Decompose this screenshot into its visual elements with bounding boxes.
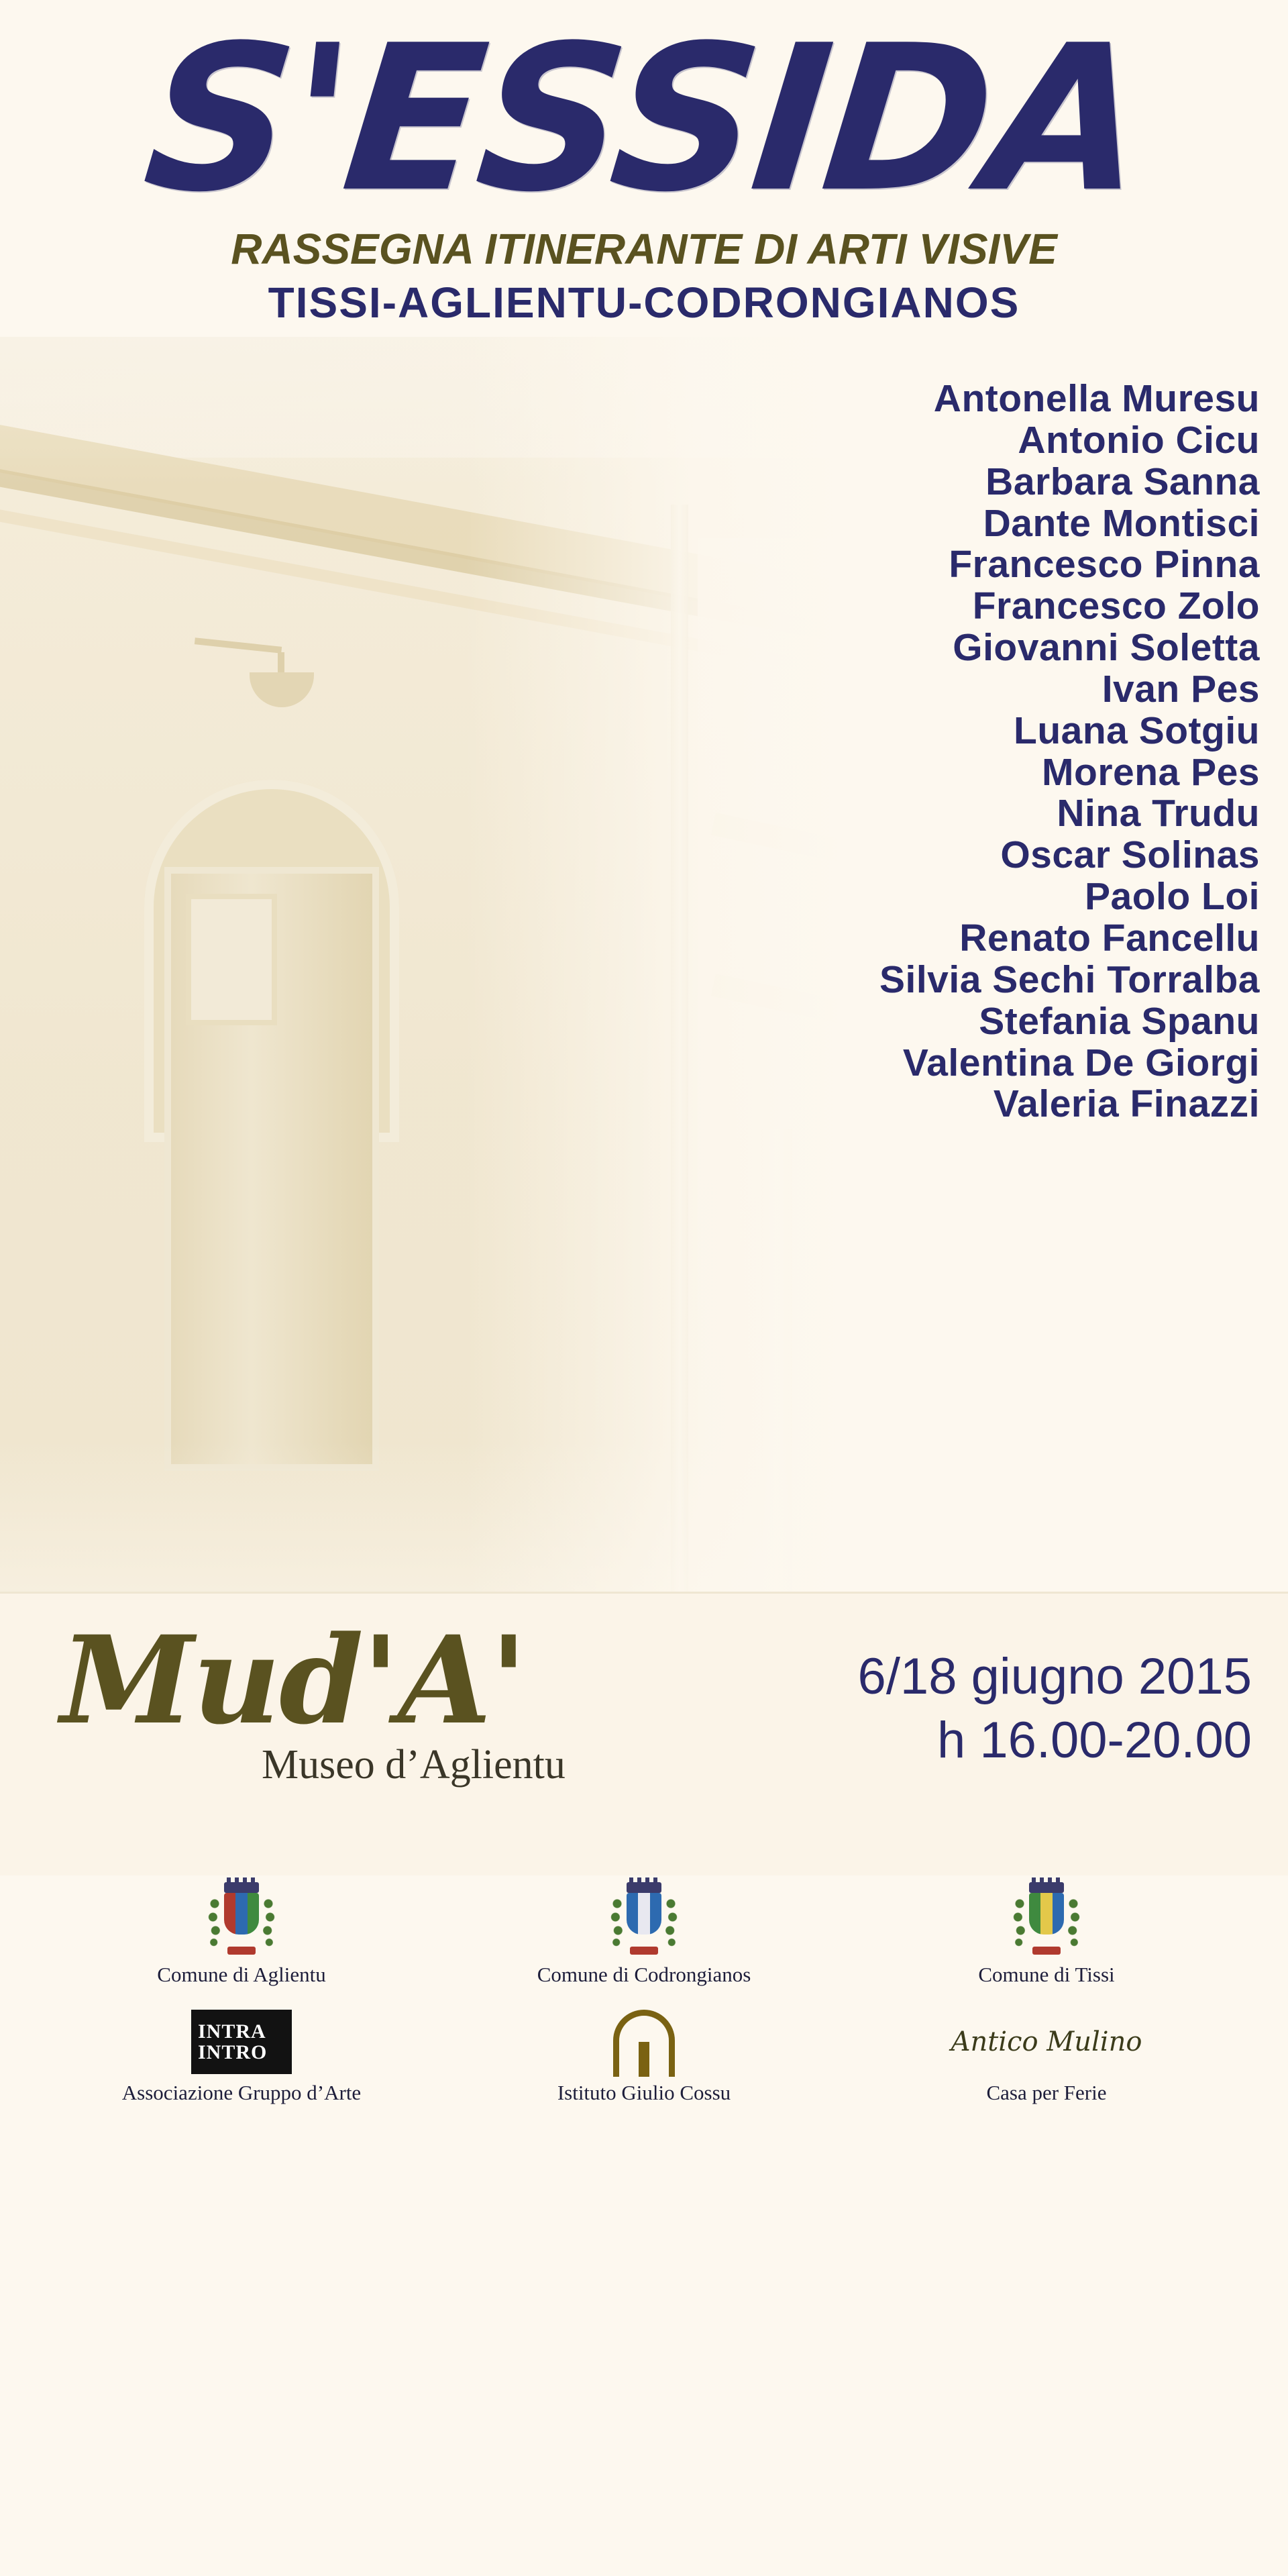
title-area	[0, 0, 1288, 327]
list-item: Valentina De Giorgi	[902, 1041, 1260, 1084]
photo-and-artists-band	[0, 337, 1288, 1592]
crest-wreath-right	[1065, 1893, 1082, 1947]
crest-icon	[1007, 1875, 1086, 1956]
venue-and-dates-band	[0, 1592, 1288, 1875]
crest-ribbon	[227, 1947, 256, 1955]
subtitle-locations: TISSI-AGLIENTU-CODRONGIANOS	[268, 278, 1020, 327]
intra-intro-logo-icon	[191, 2010, 292, 2074]
list-item: Luana Sotgiu	[1014, 709, 1260, 752]
list-item: Silvia Sechi Torralba	[879, 958, 1260, 1001]
dates-block	[858, 1645, 1252, 1772]
crest-shield	[1029, 1893, 1064, 1935]
list-item: Giovanni Soletta	[953, 626, 1260, 670]
opening-hours: h 16.00-20.00	[936, 1712, 1252, 1769]
sponsor-casa-per-ferie	[906, 2010, 1187, 2105]
crest-icon	[202, 1875, 281, 1956]
sponsor-caption: Casa per Ferie	[986, 2081, 1107, 2104]
sponsor-caption: Comune di Tissi	[978, 1963, 1115, 1986]
sponsor-codrongianos	[503, 1875, 785, 1987]
list-item: Francesco Pinna	[949, 543, 1260, 586]
list-item: Paolo Loi	[1085, 875, 1260, 919]
sponsor-aglientu	[101, 1875, 382, 1987]
crest-ribbon	[630, 1947, 658, 1955]
sponsor-istituto-cossu	[503, 2010, 785, 2105]
list-item: Antonella Muresu	[933, 377, 1260, 420]
list-item: Valeria Finazzi	[993, 1082, 1260, 1126]
list-item: Morena Pes	[1042, 750, 1260, 794]
sponsor-gruppo-arte	[101, 2010, 382, 2105]
crest-icon	[604, 1875, 684, 1956]
list-item: Francesco Zolo	[972, 584, 1260, 628]
list-item: Barbara Sanna	[985, 460, 1260, 503]
crest-crown	[224, 1882, 259, 1893]
sponsor-caption: Comune di Codrongianos	[537, 1963, 751, 1986]
crest-wreath-right	[260, 1893, 277, 1947]
crest-shield	[627, 1893, 661, 1935]
date-range: 6/18 giugno 2015	[857, 1648, 1252, 1705]
list-item: Oscar Solinas	[1000, 833, 1260, 877]
page-title: S'ESSIDA	[136, 2, 1152, 236]
sponsor-row-partners	[0, 2010, 1288, 2105]
sponsors-section	[0, 1875, 1288, 2224]
crest-ribbon	[1032, 1947, 1061, 1955]
list-item: Nina Trudu	[1057, 792, 1260, 835]
list-item: Renato Fancellu	[959, 916, 1260, 960]
sponsor-caption: Istituto Giulio Cossu	[557, 2081, 731, 2104]
list-item: Stefania Spanu	[979, 999, 1260, 1043]
sponsor-row-municipalities	[0, 1875, 1288, 1987]
arch-shape	[613, 2010, 675, 2077]
crest-wreath-left	[1011, 1893, 1028, 1947]
arch-logo-icon	[604, 2010, 684, 2074]
venue-subtitle: Museo d’Aglientu	[262, 1742, 566, 1788]
crest-wreath-left	[608, 1893, 626, 1947]
subtitle-primary: RASSEGNA ITINERANTE DI ARTI VISIVE	[231, 225, 1057, 273]
crest-shield	[224, 1893, 259, 1935]
sponsor-caption: Comune di Aglientu	[157, 1963, 326, 1986]
list-item: Antonio Cicu	[1018, 418, 1260, 462]
list-item: Ivan Pes	[1102, 667, 1260, 711]
crest-wreath-right	[662, 1893, 680, 1947]
antico-mulino-logo-icon: Antico Mulino	[951, 2026, 1142, 2057]
logo-line-1: INTRA	[198, 2020, 266, 2043]
list-item: Dante Montisci	[983, 501, 1260, 545]
venue-logo: Mud'A'	[60, 1610, 526, 1751]
sponsor-tissi	[906, 1875, 1187, 1987]
logo-line-2: INTRO	[198, 2041, 268, 2063]
sponsor-caption: Associazione Gruppo d’Arte	[121, 2081, 362, 2104]
crest-wreath-left	[206, 1893, 223, 1947]
artist-list	[656, 378, 1260, 1125]
crest-crown	[627, 1882, 661, 1893]
venue-block	[60, 1610, 731, 1789]
crest-crown	[1029, 1882, 1064, 1893]
